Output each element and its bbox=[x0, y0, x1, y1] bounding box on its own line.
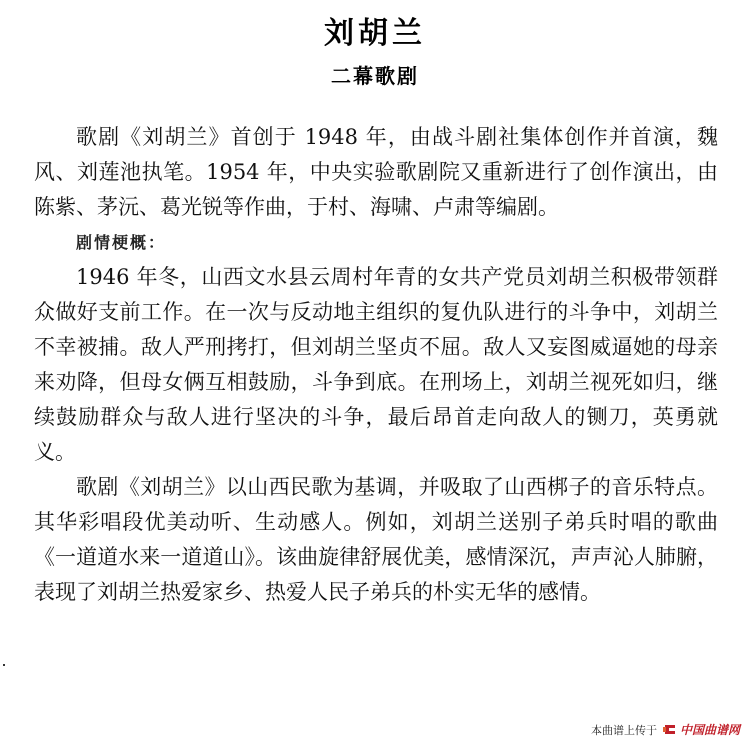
page-title: 刘胡兰 bbox=[324, 16, 426, 51]
upload-text: 本曲谱上传于 bbox=[590, 723, 657, 737]
article-body bbox=[34, 120, 718, 610]
scan-speck bbox=[3, 664, 5, 666]
plot-paragraph: 1946 年冬，山西文水县云周村年青的女共产党员刘胡兰积极带领群众做好支前工作。在一次与反动地主组织的复仇队进行的斗争中，刘胡兰不幸被捕。敌人严刑拷打，但刘胡兰坚贞不屈。敌人又妄图威逼她的母亲来劝降，但母女俩互相鼓励，斗争到底。在刑场上，刘胡兰视死如归，继续鼓励群众与敌人进行坚决的斗争，最后昂首走向敌人的铡刀，英勇就义。 bbox=[34, 265, 718, 464]
music-paragraph: 歌剧《刘胡兰》以山西民歌为基调，并吸取了山西梆子的音乐特点。其华彩唱段优美动听、生动感人。例如，刘胡兰送别子弟兵时唱的歌曲《一道道水来一道道山》。该曲旋律舒展优美，感情深沉，声声沁人肺腑，表现了刘胡兰热爱家乡、热爱人民子弟兵的朴实无华的感情。 bbox=[34, 475, 718, 604]
footer-credit bbox=[591, 721, 740, 738]
page-subtitle: 二幕歌剧 bbox=[331, 64, 419, 88]
site-logo-icon bbox=[663, 724, 677, 735]
site-name[interactable]: 中国曲谱网 bbox=[679, 723, 740, 737]
intro-paragraph: 歌剧《刘胡兰》首创于 1948 年，由战斗剧社集体创作并首演，魏风、刘莲池执笔。1954 年，中央实验歌剧院又重新进行了创作演出，由陈紫、茅沅、葛光锐等作曲，于村、海啸、卢肃等编剧。 bbox=[34, 125, 718, 219]
plot-summary-label: 剧情梗概： bbox=[76, 233, 167, 252]
